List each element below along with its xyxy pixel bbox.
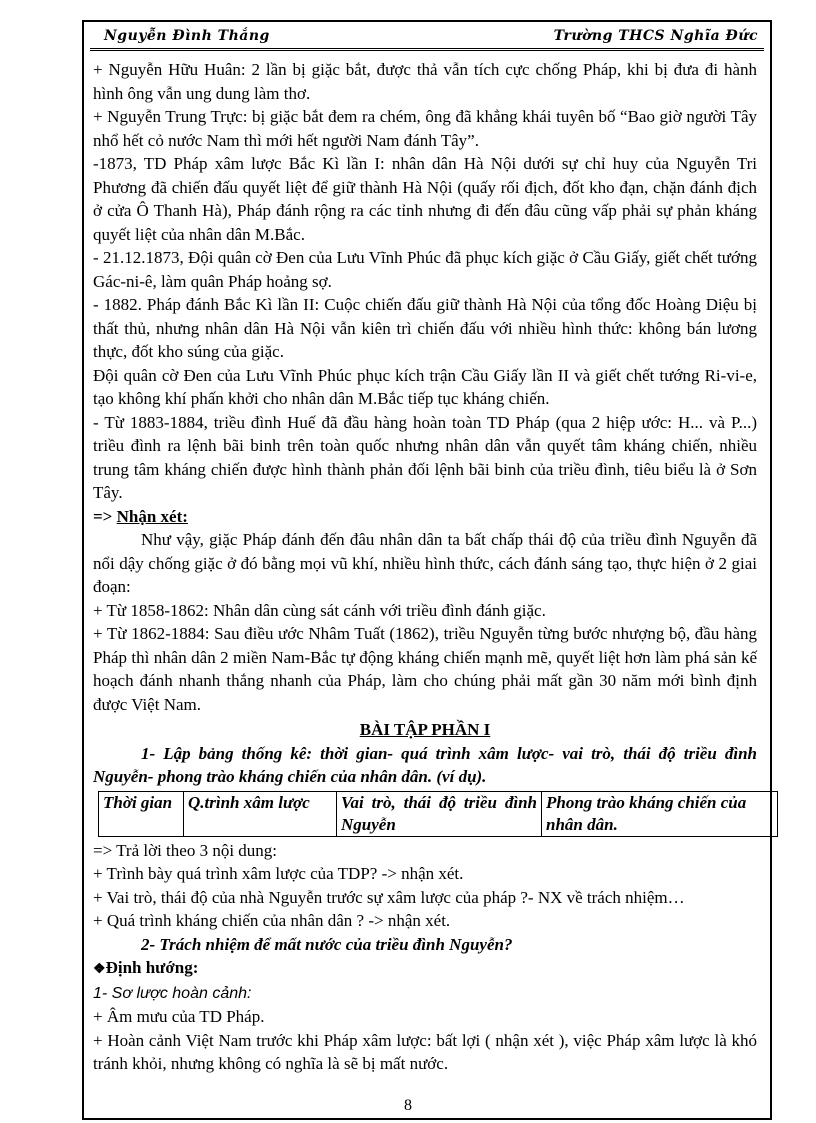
exercise-question-1: 1- Lập bảng thống kê: thời gian- quá trình xâm lược- vai trò, thái độ triều đình Nguyễn- phong trào kháng chiến của nhân dân. (ví dụ). xyxy=(93,743,757,786)
subheading-context: 1- Sơ lược hoàn cảnh: xyxy=(93,984,252,1002)
paragraph-1882: - 1882. Pháp đánh Bắc Kì lần II: Cuộc chiến đấu giữ thành Hà Nội của tổng đốc Hoàng Diệu bị thất thủ, nhưng nhân dân Hà Nội vẫn kiên trì chiến đấu với nhiều hình thức: không bán lương thực, đốt kho súng của giặc. xyxy=(93,295,757,361)
orientation-heading xyxy=(93,956,757,982)
header-school: Trường THCS Nghĩa Đức xyxy=(553,28,758,44)
header-rule xyxy=(90,48,764,51)
exercise-question-2: 2- Trách nhiệm để mất nước của triều đình Nguyễn? xyxy=(141,934,513,954)
paragraph-black-flag-army: Đội quân cờ Đen của Lưu Vĩnh Phúc phục kích trận Cầu Giấy lần II và giết chết tướng Ri-vi-e, tạo không khí phấn khởi cho nhân dân M.Bắc tiếp tục kháng chiến. xyxy=(93,365,757,408)
context-item: + Hoàn cảnh Việt Nam trước khi Pháp xâm lược: bất lợi ( nhận xét ), việc Pháp xâm lược là khó tránh khỏi, nhưng không có nghĩa là sẽ bị mất nước. xyxy=(93,1030,757,1073)
context-item: + Âm mưu của TD Pháp. xyxy=(93,1007,265,1026)
paragraph-1873: -1873, TD Pháp xâm lược Bắc Kì lần I: nhân dân Hà Nội dưới sự chỉ huy của Nguyễn Tri Phương đã chiến đấu quyết liệt để giữ thành Hà Nội (quấy rối địch, đốt kho đạn, chặn đánh địch ở cửa Ô Thanh Hà), Pháp đánh rộng ra các tỉnh nhưng đi đến đâu cũng vấp phải sự phản kháng quyết liệt của nhân dân M.Bắc. xyxy=(93,154,757,244)
page-header xyxy=(90,28,764,48)
remark-label: Nhận xét: xyxy=(116,506,188,526)
table-header-row xyxy=(99,791,778,836)
remark-heading xyxy=(93,505,757,529)
paragraph-stage-2: + Từ 1862-1884: Sau điều ước Nhâm Tuất (1862), triều Nguyễn từng bước nhượng bộ, đầu hàng Pháp thì nhân dân 2 miền Nam-Bắc tự động kháng chiến mạnh mẽ, quyết liệt hơn làm phá sản kế hoạch đánh nhanh thắng nhanh của Pháp, làm cho chúng phải mất gần 30 năm mới bình định được Việt Nam. xyxy=(93,624,757,714)
table-header-cell: Thời gian xyxy=(99,791,184,836)
paragraph-remark: Như vậy, giặc Pháp đánh đến đâu nhân dân ta bất chấp thái độ của triều đình Nguyễn đã nổi dậy chống giặc ở đó bằng mọi vũ khí, nhiều hình thức, cách đánh sáng tạo, thực hiện ở 2 giai đoạn: xyxy=(93,530,757,596)
paragraph-stage-1: + Từ 1858-1862: Nhân dân cùng sát cánh với triều đình đánh giặc. xyxy=(93,600,546,620)
table-header-cell: Q.trình xâm lược xyxy=(184,791,337,836)
paragraph-nguyen-huu-huan: + Nguyễn Hữu Huân: 2 lần bị giặc bắt, được thả vẫn tích cực chống Pháp, khi bị đưa đi hành hình ông vẫn ung dung làm thơ. xyxy=(93,60,757,103)
answer-item: + Quá trình kháng chiến của nhân dân ? -> nhận xét. xyxy=(93,911,451,930)
orientation-label: Định hướng: xyxy=(105,958,199,977)
paragraph-21-12-1873: - 21.12.1873, Đội quân cờ Đen của Lưu Vĩnh Phúc đã phục kích giặc ở Cầu Giấy, giết chết tướng Gác-ni-ê, làm quân Pháp hoảng sợ. xyxy=(93,248,757,291)
page-number: 8 xyxy=(404,1097,412,1114)
paragraph-nguyen-trung-truc: + Nguyễn Trung Trực: bị giặc bắt đem ra chém, ông đã khẳng khái tuyên bố “Bao giờ người Tây nhổ hết cỏ nước Nam thì mới hết người Nam đánh Tây”. xyxy=(93,107,757,150)
diamond-bullet-icon: ❖ xyxy=(93,962,106,977)
table-header-cell: Phong trào kháng chiến của nhân dân. xyxy=(542,791,778,836)
paragraph-1883-1884: - Từ 1883-1884, triều đình Huế đã đầu hàng hoàn toàn TD Pháp (qua 2 hiệp ước: H... và P...) triều đình ra lệnh bãi binh trên toàn quốc nhưng nhân dân vẫn quyết tâm kháng chiến, nhiều trung tâm kháng chiến được hình thành phản đối lệnh bãi binh của triều đình, tiêu biểu là ở Sơn Tây. xyxy=(93,412,757,502)
table-header-cell: Vai trò, thái độ triều đình Nguyễn xyxy=(337,791,542,836)
exercise-title: BÀI TẬP PHẦN I xyxy=(359,720,491,739)
document-body xyxy=(93,58,757,1076)
answer-item: + Trình bày quá trình xâm lược của TDP? -> nhận xét. xyxy=(93,864,464,883)
answer-intro: => Trả lời theo 3 nội dung: xyxy=(93,840,278,860)
answer-item: + Vai trò, thái độ của nhà Nguyễn trước sự xâm lược của pháp ?- NX về trách nhiệm… xyxy=(93,887,685,907)
header-author: Nguyễn Đình Thắng xyxy=(104,28,270,44)
statistics-table xyxy=(98,791,778,837)
remark-arrow: => xyxy=(93,506,117,526)
